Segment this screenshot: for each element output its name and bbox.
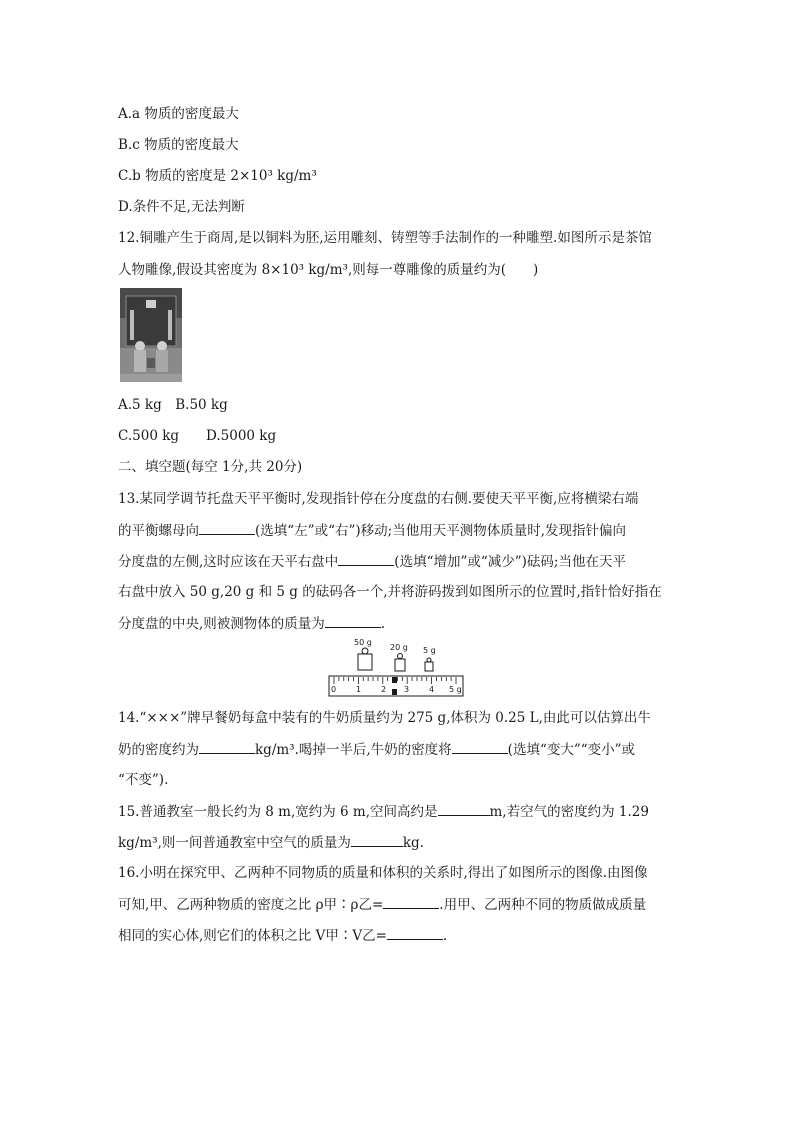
q14-line2-text-c: (选填“变大”“变小”或: [507, 742, 636, 758]
tick-label: 4: [429, 685, 435, 694]
tick-label: 0: [331, 685, 337, 694]
tick-label: 1: [356, 685, 362, 694]
q15-line2-text-a: kg/m³,则一间普通教室中空气的质量为: [118, 835, 351, 851]
section-title: 二、填空题(每空 1分,共 20分): [118, 459, 303, 475]
tick-label: 3: [404, 685, 410, 694]
weight-5g: [425, 662, 433, 671]
q16-line3-text-a: 相同的实心体,则它们的体积之比 V甲∶V乙=: [118, 928, 387, 944]
q14-line1: 14.“×××”牌早餐奶每盒中装有的牛奶质量约为 275 g,体积为 0.25 L,由此可以估算出牛: [118, 710, 651, 726]
weight-hook: [427, 658, 431, 662]
q16-line3-text-b: .: [442, 928, 448, 944]
q13-line3-text-b: (选填“增加”或“减少”)砝码;当他在天平: [394, 554, 626, 570]
q13-line5-text-b: .: [380, 616, 386, 632]
answer-blank[interactable]: [383, 894, 439, 909]
rider-top: [392, 677, 397, 683]
statue-photo: [120, 288, 182, 382]
answer-blank[interactable]: [199, 520, 255, 535]
weight-label-50g: 50 g: [354, 638, 372, 647]
q15-line1-text-b: m,若空气的密度约为 1.29: [489, 804, 649, 820]
q13-line3: [118, 551, 626, 572]
weight-20g: [395, 659, 405, 671]
q13-line5: [118, 613, 385, 634]
q16-line3: [118, 925, 447, 946]
q14-line2: [118, 739, 635, 760]
q12-stem-line1: 12.铜雕产生于商周,是以铜料为胚,运用雕刻、铸塑等手法制作的一种雕塑.如图所示是茶馆: [118, 230, 652, 246]
q15-line1: [118, 801, 649, 822]
q13-line2-text-a: 的平衡螺母向: [118, 523, 199, 539]
tick-label: 2: [381, 685, 387, 694]
q16-line2: [118, 894, 646, 915]
q13-line4: 右盘中放入 50 g,20 g 和 5 g 的砝码各一个,并将游码拨到如图所示的位置时,指针恰好指在: [118, 584, 662, 600]
q15-line2-text-b: kg.: [402, 835, 424, 851]
weight-hook: [398, 654, 403, 659]
option-a: A.a 物质的密度最大: [118, 106, 239, 122]
q16-line2-text-b: .用甲、乙两种不同的物质做成质量: [439, 897, 647, 913]
option-b: B.c 物质的密度最大: [118, 137, 239, 153]
weight-label-5g: 5 g: [423, 646, 436, 655]
weights-figure: [328, 636, 464, 698]
answer-blank[interactable]: [325, 613, 381, 628]
q12-options-line2: C.500 kg D.5000 kg: [118, 428, 277, 444]
answer-blank[interactable]: [452, 739, 508, 754]
answer-blank[interactable]: [438, 801, 490, 816]
q14-line3: “不变”).: [118, 772, 169, 788]
q13-line2: [118, 520, 626, 541]
weight-hook: [362, 648, 368, 654]
answer-blank[interactable]: [387, 925, 443, 940]
q13-line1: 13.某同学调节托盘天平平衡时,发现指针停在分度盘的右侧.要使天平平衡,应将横梁右端: [118, 491, 639, 507]
option-c: C.b 物质的密度是 2×10³ kg/m³: [118, 168, 317, 184]
q13-line2-text-b: (选填“左”或“右”)移动;当他用天平测物体质量时,发现指针偏向: [255, 523, 626, 539]
q15-line1-text-a: 15.普通教室一般长约为 8 m,宽约为 6 m,空间高约是: [118, 804, 438, 820]
weight-50g: [358, 654, 372, 670]
q14-line2-text-a: 奶的密度约为: [118, 742, 199, 758]
tick-label: 5 g: [449, 685, 462, 694]
answer-blank[interactable]: [338, 551, 394, 566]
option-d: D.条件不足,无法判断: [118, 199, 245, 215]
q14-line2-text-b: kg/m³.喝掉一半后,牛奶的密度将: [255, 742, 452, 758]
q16-line2-text-a: 可知,甲、乙两种物质的密度之比 ρ甲∶ρ乙=: [118, 897, 384, 913]
q13-line3-text-a: 分度盘的左侧,这时应该在天平右盘中: [118, 554, 339, 570]
rider-bottom: [392, 689, 397, 695]
q12-stem-line2: 人物雕像,假设其密度为 8×10³ kg/m³,则每一尊雕像的质量约为( ): [118, 262, 539, 278]
q16-line1: 16.小明在探究甲、乙两种不同物质的质量和体积的关系时,得出了如图所示的图像.由图像: [118, 865, 648, 881]
q15-line2: [118, 832, 424, 853]
answer-blank[interactable]: [351, 832, 403, 847]
weight-label-20g: 20 g: [390, 643, 408, 652]
answer-blank[interactable]: [199, 739, 255, 754]
q13-line5-text-a: 分度盘的中央,则被测物体的质量为: [118, 616, 325, 632]
q12-options-line1: A.5 kg B.50 kg: [118, 397, 228, 413]
